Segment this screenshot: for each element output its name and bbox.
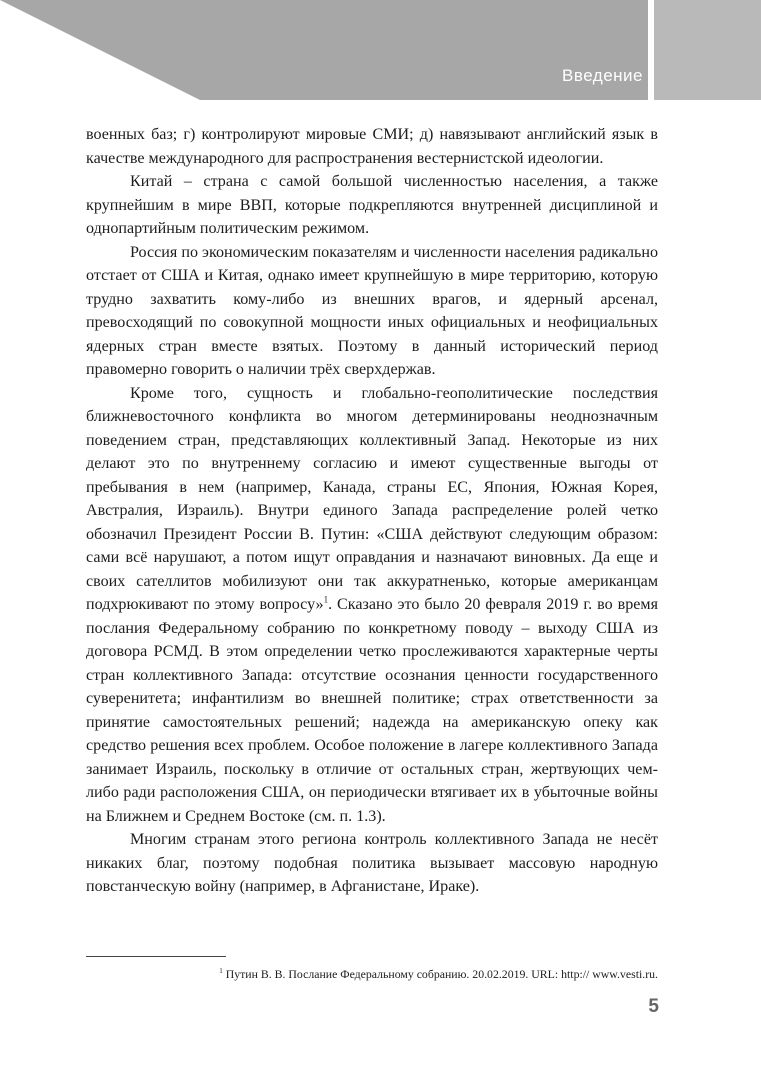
page-number: 5 — [648, 996, 659, 1017]
paragraph-3: Россия по экономическим показателям и численности населения радикально отстает от США и Китая, однако имеет крупнейшую в мире территорию, которую трудно захватить кому-либо из внешних врагов, и ядерный арсенал, превосходящий по совокупной мощности иных официальных и неофициальных ядерных стран вместе взятых. Поэтому в данный исторический период правомерно говорить о наличии трёх сверхдержав. — [86, 243, 658, 378]
paragraph-2: Китай – страна с самой большой численностью населения, а также крупнейшим в мире ВВП, которые подкрепляются внутренней дисциплиной и однопартийным политическим режимом. — [86, 173, 658, 237]
footnote — [86, 967, 658, 982]
paragraph-4 — [86, 382, 658, 829]
paragraph-4-part-2: . Сказано это было 20 февраля 2019 г. во время послания Федеральному собранию по конкретному поводу – выходу США из договора РСМД. В этом определении четко прослеживаются характерные черты стран коллективного Запада: отсутствие осознания ценности государственного суверенитета; инфантилизм во внешней политике; страх ответственности за принятие самостоятельных решений; надежда на американскую опеку как средство решения всех проблем. Особое положение в лагере коллективного Запада занимает Израиль, поскольку в отличие от остальных стран, жертвующих чем-либо ради расположения США, он периодически втягивает их в убыточные войны на Ближнем и Среднем Востоке (см. п. 1.3). — [86, 596, 659, 825]
header-decoration — [0, 0, 761, 100]
body-text — [86, 123, 658, 899]
paragraph-5: Многим странам этого региона контроль коллективного Запада не несёт никаких благ, поэтому подобная политика вызывает массовую народную повстанческую войну (например, в Афганистане, Ираке). — [86, 831, 658, 895]
footnote-divider — [86, 956, 226, 957]
footnote-text: Путин В. В. Послание Федеральному собранию. 20.02.2019. URL: http:// www.vesti.ru. — [225, 967, 658, 981]
section-title: Введение — [562, 66, 643, 85]
footnote-marker: 1 — [219, 967, 223, 976]
paragraph-4-part-1: Кроме того, сущность и глобально-геополитические последствия ближневосточного конфликта во многом детерминированы неоднозначным поведением стран, представляющих коллективный Запад. Некоторые из них делают это по внутреннему согласию и имеют существенные выгоды от пребывания в нем (например, Канада, страны ЕС, Япония, Южная Корея, Австралия, Израиль). Внутри единого Запада распределение ролей четко обозначил Президент России В. Путин: «США действуют следующим образом: сами всё нарушают, а потом ищут оправдания и назначают виновных. Да еще и своих сателлитов мобилизуют они так аккуратненько, которые американцам подхрюкивают по этому вопросу» — [86, 384, 658, 613]
footnote-reference[interactable]: 1 — [323, 594, 329, 605]
header-band — [0, 0, 761, 100]
paragraph-1: военных баз; г) контролируют мировые СМИ; д) навязывают английский язык в качестве международного для распространения вестернистской идеологии. — [86, 126, 658, 167]
